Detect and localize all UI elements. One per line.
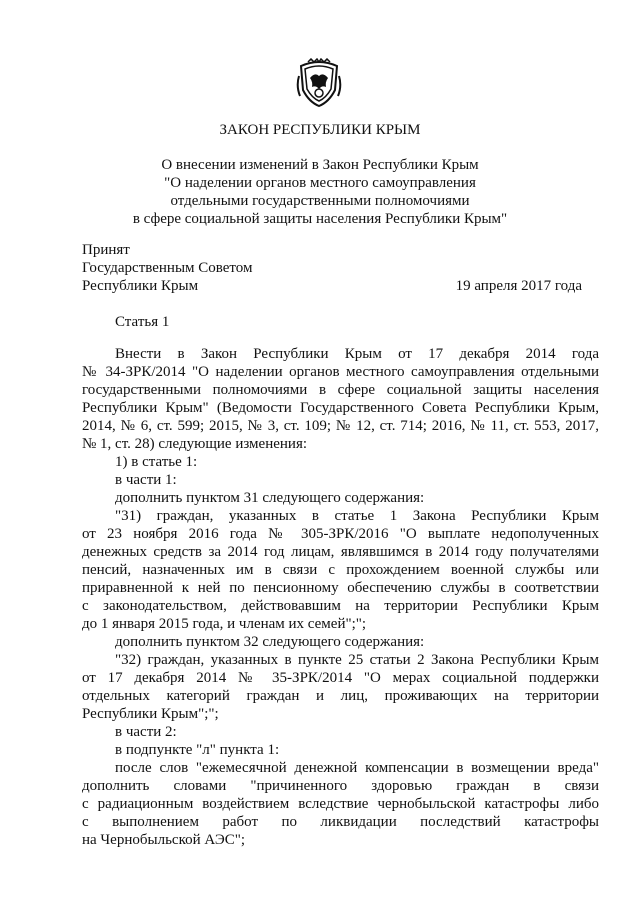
body-line: в части 2: bbox=[115, 724, 177, 740]
law-subtitle-line: О внесении изменений в Закон Республики Крым bbox=[161, 157, 479, 173]
article-heading: Статья 1 bbox=[115, 314, 170, 330]
law-subtitle-line: отдельными государственными полномочиями bbox=[170, 193, 470, 209]
body-line: "31) граждан, указанных в статье 1 Закона Республики Крым bbox=[115, 508, 599, 524]
body-line: Республики Крым" (Ведомости Государственного Совета Республики Крым, bbox=[82, 400, 599, 416]
body-line: пенсий, назначенных им в связи с прохождением военной службы или bbox=[82, 562, 599, 578]
body-line: № 34-ЗРК/2014 "О наделении органов местного самоуправления отдельными bbox=[82, 364, 599, 380]
body-line: на Чернобыльской АЭС"; bbox=[82, 832, 246, 848]
law-subtitle-line: в сфере социальной защиты населения Республики Крым" bbox=[132, 211, 508, 227]
body-line: в части 1: bbox=[115, 472, 177, 488]
law-title: ЗАКОН РЕСПУБЛИКИ КРЫМ bbox=[219, 122, 421, 138]
adoption-line: Принят bbox=[82, 242, 130, 258]
body-line: с выполнением работ по ликвидации последствий катастрофы bbox=[82, 814, 599, 830]
body-line: приравненной к ней по пенсионному обеспечению службы в соответствии bbox=[82, 580, 599, 596]
body-line: до 1 января 2015 года, и членам их семей";"; bbox=[82, 616, 367, 632]
body-line: "32) граждан, указанных в пункте 25 статьи 2 Закона Республики Крым bbox=[115, 652, 599, 668]
body-line: денежных средств за 2014 год лицам, являвшимся в 2014 году получателями bbox=[82, 544, 599, 560]
body-line: дополнить словами "причиненного здоровью граждан в связи bbox=[82, 778, 599, 794]
body-line: после слов "ежемесячной денежной компенсации в возмещении вреда" bbox=[115, 760, 599, 776]
body-line: 1) в статье 1: bbox=[115, 454, 198, 470]
law-subtitle-line: "О наделении органов местного самоуправления bbox=[164, 175, 476, 191]
body-line: от 17 декабря 2014 № 35-ЗРК/2014 "О мерах социальной поддержки bbox=[82, 670, 599, 686]
body-line: Республики Крым";"; bbox=[82, 706, 219, 722]
body-line: от 23 ноября 2016 года № 305-ЗРК/2016 "О выплате недополученных bbox=[82, 526, 599, 542]
adoption-date: 19 апреля 2017 года bbox=[455, 278, 582, 294]
crimea-coat-of-arms-icon bbox=[295, 58, 343, 108]
body-line: с радиационным воздействием вследствие чернобыльской катастрофы либо bbox=[82, 796, 599, 812]
adoption-line: Республики Крым bbox=[82, 278, 199, 294]
body-line: 2014, № 6, ст. 599; 2015, № 3, ст. 109; № 12, ст. 714; 2016, № 11, ст. 553, 2017, bbox=[82, 418, 599, 434]
adoption-line: Государственным Советом bbox=[82, 260, 253, 276]
body-line: в подпункте "л" пункта 1: bbox=[115, 742, 280, 758]
body-line: Внести в Закон Республики Крым от 17 декабря 2014 года bbox=[115, 346, 599, 362]
body-line: дополнить пунктом 32 следующего содержания: bbox=[115, 634, 425, 650]
body-line: № 1, ст. 28) следующие изменения: bbox=[82, 436, 308, 452]
body-line: отдельных категорий граждан и лиц, проживающих на территории bbox=[82, 688, 599, 704]
body-line: дополнить пунктом 31 следующего содержания: bbox=[115, 490, 425, 506]
body-line: государственными полномочиями в сфере социальной защиты населения bbox=[82, 382, 599, 398]
body-line: с законодательством, действовавшим на территории Республики Крым bbox=[82, 598, 599, 614]
